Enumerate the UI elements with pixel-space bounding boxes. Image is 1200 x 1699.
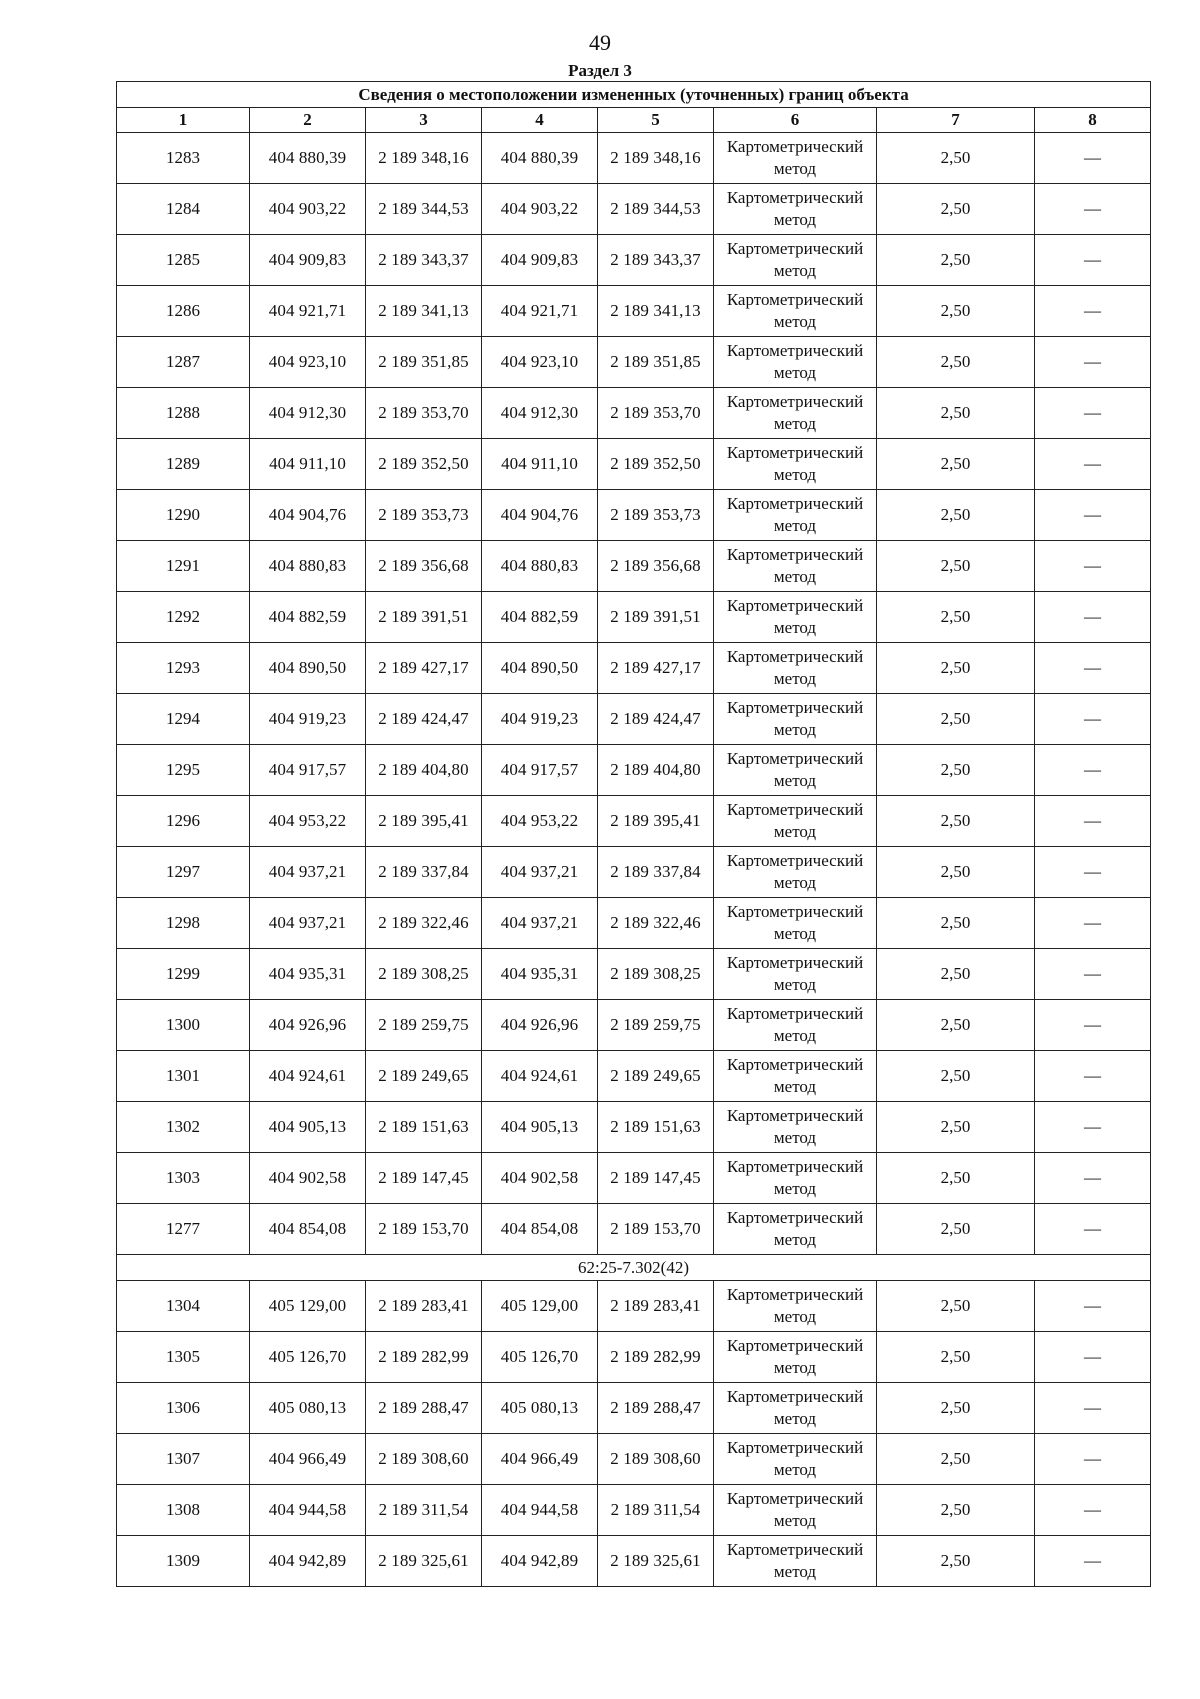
note-cell: — <box>1035 439 1151 490</box>
x-refined-cell: 404 923,10 <box>482 337 598 388</box>
x-refined-cell: 404 926,96 <box>482 1000 598 1051</box>
y-refined-cell: 2 189 288,47 <box>598 1383 714 1434</box>
note-cell: — <box>1035 1281 1151 1332</box>
table-row <box>117 643 1151 694</box>
x-existing-cell: 404 880,83 <box>250 541 366 592</box>
y-existing-cell: 2 189 153,70 <box>366 1204 482 1255</box>
note-cell: — <box>1035 1434 1151 1485</box>
method-cell: Картометрический метод <box>714 1383 877 1434</box>
y-existing-cell: 2 189 308,25 <box>366 949 482 1000</box>
method-cell: Картометрический метод <box>714 796 877 847</box>
y-refined-cell: 2 189 343,37 <box>598 235 714 286</box>
method-cell: Картометрический метод <box>714 1000 877 1051</box>
point-number-cell: 1300 <box>117 1000 250 1051</box>
x-existing-cell: 404 923,10 <box>250 337 366 388</box>
y-existing-cell: 2 189 353,73 <box>366 490 482 541</box>
method-cell: Картометрический метод <box>714 1051 877 1102</box>
point-number-cell: 1307 <box>117 1434 250 1485</box>
x-refined-cell: 404 912,30 <box>482 388 598 439</box>
note-cell: — <box>1035 184 1151 235</box>
y-refined-cell: 2 189 311,54 <box>598 1485 714 1536</box>
x-existing-cell: 404 909,83 <box>250 235 366 286</box>
x-refined-cell: 404 890,50 <box>482 643 598 694</box>
x-existing-cell: 404 924,61 <box>250 1051 366 1102</box>
method-cell: Картометрический метод <box>714 286 877 337</box>
method-cell: Картометрический метод <box>714 439 877 490</box>
table-row <box>117 133 1151 184</box>
point-number-cell: 1309 <box>117 1536 250 1587</box>
note-cell: — <box>1035 847 1151 898</box>
x-refined-cell: 404 942,89 <box>482 1536 598 1587</box>
point-number-cell: 1295 <box>117 745 250 796</box>
method-cell: Картометрический метод <box>714 235 877 286</box>
y-refined-cell: 2 189 353,70 <box>598 388 714 439</box>
y-refined-cell: 2 189 249,65 <box>598 1051 714 1102</box>
table-row <box>117 949 1151 1000</box>
y-existing-cell: 2 189 337,84 <box>366 847 482 898</box>
column-number-6: 6 <box>714 108 877 133</box>
y-existing-cell: 2 189 282,99 <box>366 1332 482 1383</box>
accuracy-cell: 2,50 <box>877 592 1035 643</box>
accuracy-cell: 2,50 <box>877 694 1035 745</box>
point-number-cell: 1299 <box>117 949 250 1000</box>
note-cell: — <box>1035 1536 1151 1587</box>
point-number-cell: 1293 <box>117 643 250 694</box>
x-existing-cell: 404 904,76 <box>250 490 366 541</box>
method-cell: Картометрический метод <box>714 898 877 949</box>
x-refined-cell: 404 903,22 <box>482 184 598 235</box>
accuracy-cell: 2,50 <box>877 490 1035 541</box>
x-existing-cell: 404 942,89 <box>250 1536 366 1587</box>
accuracy-cell: 2,50 <box>877 1000 1035 1051</box>
column-number-2: 2 <box>250 108 366 133</box>
x-existing-cell: 404 890,50 <box>250 643 366 694</box>
note-cell: — <box>1035 745 1151 796</box>
note-cell: — <box>1035 949 1151 1000</box>
y-refined-cell: 2 189 259,75 <box>598 1000 714 1051</box>
x-refined-cell: 404 909,83 <box>482 235 598 286</box>
point-number-cell: 1289 <box>117 439 250 490</box>
y-existing-cell: 2 189 356,68 <box>366 541 482 592</box>
note-cell: — <box>1035 337 1151 388</box>
point-number-cell: 1303 <box>117 1153 250 1204</box>
accuracy-cell: 2,50 <box>877 1281 1035 1332</box>
y-existing-cell: 2 189 322,46 <box>366 898 482 949</box>
column-number-row <box>117 108 1151 133</box>
y-refined-cell: 2 189 325,61 <box>598 1536 714 1587</box>
column-number-1: 1 <box>117 108 250 133</box>
point-number-cell: 1301 <box>117 1051 250 1102</box>
accuracy-cell: 2,50 <box>877 286 1035 337</box>
table-row <box>117 592 1151 643</box>
column-number-5: 5 <box>598 108 714 133</box>
x-refined-cell: 404 902,58 <box>482 1153 598 1204</box>
x-existing-cell: 404 911,10 <box>250 439 366 490</box>
accuracy-cell: 2,50 <box>877 1051 1035 1102</box>
x-refined-cell: 404 904,76 <box>482 490 598 541</box>
accuracy-cell: 2,50 <box>877 1485 1035 1536</box>
note-cell: — <box>1035 796 1151 847</box>
accuracy-cell: 2,50 <box>877 1102 1035 1153</box>
x-existing-cell: 404 882,59 <box>250 592 366 643</box>
x-refined-cell: 404 917,57 <box>482 745 598 796</box>
y-existing-cell: 2 189 427,17 <box>366 643 482 694</box>
x-refined-cell: 405 129,00 <box>482 1281 598 1332</box>
note-cell: — <box>1035 1485 1151 1536</box>
boundary-coordinates-table <box>116 81 1151 1587</box>
x-existing-cell: 404 902,58 <box>250 1153 366 1204</box>
group-label: 62:25-7.302(42) <box>117 1255 1151 1281</box>
y-refined-cell: 2 189 322,46 <box>598 898 714 949</box>
y-existing-cell: 2 189 308,60 <box>366 1434 482 1485</box>
table-row <box>117 1204 1151 1255</box>
method-cell: Картометрический метод <box>714 184 877 235</box>
table-row <box>117 1102 1151 1153</box>
table-row <box>117 1153 1151 1204</box>
accuracy-cell: 2,50 <box>877 898 1035 949</box>
y-refined-cell: 2 189 344,53 <box>598 184 714 235</box>
x-existing-cell: 404 926,96 <box>250 1000 366 1051</box>
note-cell: — <box>1035 1051 1151 1102</box>
point-number-cell: 1288 <box>117 388 250 439</box>
accuracy-cell: 2,50 <box>877 1536 1035 1587</box>
y-refined-cell: 2 189 424,47 <box>598 694 714 745</box>
accuracy-cell: 2,50 <box>877 745 1035 796</box>
accuracy-cell: 2,50 <box>877 1434 1035 1485</box>
y-refined-cell: 2 189 427,17 <box>598 643 714 694</box>
x-refined-cell: 404 966,49 <box>482 1434 598 1485</box>
y-existing-cell: 2 189 343,37 <box>366 235 482 286</box>
table-row <box>117 1281 1151 1332</box>
note-cell: — <box>1035 592 1151 643</box>
table-body <box>117 133 1151 1587</box>
note-cell: — <box>1035 898 1151 949</box>
section-title: Раздел 3 <box>568 61 632 80</box>
accuracy-cell: 2,50 <box>877 235 1035 286</box>
table-caption: Сведения о местоположении измененных (уточненных) границ объекта <box>117 82 1151 108</box>
table-row <box>117 286 1151 337</box>
x-existing-cell: 404 944,58 <box>250 1485 366 1536</box>
y-refined-cell: 2 189 395,41 <box>598 796 714 847</box>
point-number-cell: 1304 <box>117 1281 250 1332</box>
y-existing-cell: 2 189 344,53 <box>366 184 482 235</box>
y-existing-cell: 2 189 351,85 <box>366 337 482 388</box>
y-refined-cell: 2 189 337,84 <box>598 847 714 898</box>
note-cell: — <box>1035 1204 1151 1255</box>
table-row <box>117 184 1151 235</box>
y-refined-cell: 2 189 308,25 <box>598 949 714 1000</box>
x-existing-cell: 404 935,31 <box>250 949 366 1000</box>
y-refined-cell: 2 189 153,70 <box>598 1204 714 1255</box>
table-row <box>117 898 1151 949</box>
accuracy-cell: 2,50 <box>877 337 1035 388</box>
method-cell: Картометрический метод <box>714 745 877 796</box>
x-refined-cell: 404 921,71 <box>482 286 598 337</box>
column-number-7: 7 <box>877 108 1035 133</box>
x-refined-cell: 404 911,10 <box>482 439 598 490</box>
x-refined-cell: 404 953,22 <box>482 796 598 847</box>
method-cell: Картометрический метод <box>714 949 877 1000</box>
y-refined-cell: 2 189 151,63 <box>598 1102 714 1153</box>
x-existing-cell: 404 905,13 <box>250 1102 366 1153</box>
x-refined-cell: 405 126,70 <box>482 1332 598 1383</box>
x-existing-cell: 404 919,23 <box>250 694 366 745</box>
table-row <box>117 847 1151 898</box>
x-refined-cell: 404 905,13 <box>482 1102 598 1153</box>
y-refined-cell: 2 189 352,50 <box>598 439 714 490</box>
table-row <box>117 235 1151 286</box>
method-cell: Картометрический метод <box>714 1102 877 1153</box>
method-cell: Картометрический метод <box>714 1434 877 1485</box>
point-number-cell: 1290 <box>117 490 250 541</box>
table-row <box>117 490 1151 541</box>
note-cell: — <box>1035 1000 1151 1051</box>
note-cell: — <box>1035 694 1151 745</box>
method-cell: Картометрический метод <box>714 541 877 592</box>
table-row <box>117 1536 1151 1587</box>
accuracy-cell: 2,50 <box>877 133 1035 184</box>
x-existing-cell: 404 953,22 <box>250 796 366 847</box>
accuracy-cell: 2,50 <box>877 1153 1035 1204</box>
y-existing-cell: 2 189 395,41 <box>366 796 482 847</box>
note-cell: — <box>1035 541 1151 592</box>
y-refined-cell: 2 189 356,68 <box>598 541 714 592</box>
y-existing-cell: 2 189 147,45 <box>366 1153 482 1204</box>
x-existing-cell: 404 912,30 <box>250 388 366 439</box>
y-refined-cell: 2 189 282,99 <box>598 1332 714 1383</box>
table-row <box>117 337 1151 388</box>
x-existing-cell: 404 903,22 <box>250 184 366 235</box>
x-refined-cell: 404 935,31 <box>482 949 598 1000</box>
y-existing-cell: 2 189 249,65 <box>366 1051 482 1102</box>
method-cell: Картометрический метод <box>714 1332 877 1383</box>
note-cell: — <box>1035 1102 1151 1153</box>
y-existing-cell: 2 189 325,61 <box>366 1536 482 1587</box>
method-cell: Картометрический метод <box>714 388 877 439</box>
accuracy-cell: 2,50 <box>877 949 1035 1000</box>
point-number-cell: 1284 <box>117 184 250 235</box>
note-cell: — <box>1035 133 1151 184</box>
point-number-cell: 1308 <box>117 1485 250 1536</box>
x-refined-cell: 404 919,23 <box>482 694 598 745</box>
method-cell: Картометрический метод <box>714 133 877 184</box>
point-number-cell: 1297 <box>117 847 250 898</box>
y-existing-cell: 2 189 352,50 <box>366 439 482 490</box>
table-row <box>117 1434 1151 1485</box>
method-cell: Картометрический метод <box>714 337 877 388</box>
x-existing-cell: 404 937,21 <box>250 898 366 949</box>
method-cell: Картометрический метод <box>714 1281 877 1332</box>
note-cell: — <box>1035 490 1151 541</box>
y-existing-cell: 2 189 151,63 <box>366 1102 482 1153</box>
point-number-cell: 1302 <box>117 1102 250 1153</box>
point-number-cell: 1292 <box>117 592 250 643</box>
x-refined-cell: 404 880,83 <box>482 541 598 592</box>
accuracy-cell: 2,50 <box>877 1383 1035 1434</box>
note-cell: — <box>1035 1332 1151 1383</box>
table-row <box>117 694 1151 745</box>
point-number-cell: 1298 <box>117 898 250 949</box>
method-cell: Картометрический метод <box>714 1485 877 1536</box>
table-row <box>117 1000 1151 1051</box>
y-existing-cell: 2 189 341,13 <box>366 286 482 337</box>
x-existing-cell: 404 854,08 <box>250 1204 366 1255</box>
y-existing-cell: 2 189 283,41 <box>366 1281 482 1332</box>
y-existing-cell: 2 189 424,47 <box>366 694 482 745</box>
table-row <box>117 796 1151 847</box>
y-existing-cell: 2 189 259,75 <box>366 1000 482 1051</box>
point-number-cell: 1283 <box>117 133 250 184</box>
y-refined-cell: 2 189 404,80 <box>598 745 714 796</box>
note-cell: — <box>1035 643 1151 694</box>
table-row <box>117 439 1151 490</box>
table-row <box>117 1332 1151 1383</box>
x-refined-cell: 404 937,21 <box>482 847 598 898</box>
column-number-8: 8 <box>1035 108 1151 133</box>
x-refined-cell: 404 880,39 <box>482 133 598 184</box>
note-cell: — <box>1035 1383 1151 1434</box>
accuracy-cell: 2,50 <box>877 1332 1035 1383</box>
note-cell: — <box>1035 388 1151 439</box>
x-refined-cell: 404 924,61 <box>482 1051 598 1102</box>
method-cell: Картометрический метод <box>714 1153 877 1204</box>
point-number-cell: 1294 <box>117 694 250 745</box>
x-refined-cell: 404 854,08 <box>482 1204 598 1255</box>
accuracy-cell: 2,50 <box>877 796 1035 847</box>
method-cell: Картометрический метод <box>714 592 877 643</box>
point-number-cell: 1287 <box>117 337 250 388</box>
accuracy-cell: 2,50 <box>877 388 1035 439</box>
point-number-cell: 1285 <box>117 235 250 286</box>
method-cell: Картометрический метод <box>714 490 877 541</box>
note-cell: — <box>1035 235 1151 286</box>
table-row <box>117 1485 1151 1536</box>
x-refined-cell: 404 944,58 <box>482 1485 598 1536</box>
x-existing-cell: 405 129,00 <box>250 1281 366 1332</box>
method-cell: Картометрический метод <box>714 1536 877 1587</box>
accuracy-cell: 2,50 <box>877 184 1035 235</box>
table-row <box>117 1383 1151 1434</box>
x-refined-cell: 405 080,13 <box>482 1383 598 1434</box>
y-refined-cell: 2 189 353,73 <box>598 490 714 541</box>
accuracy-cell: 2,50 <box>877 643 1035 694</box>
table-row <box>117 541 1151 592</box>
y-existing-cell: 2 189 353,70 <box>366 388 482 439</box>
table-row <box>117 388 1151 439</box>
table-row <box>117 1051 1151 1102</box>
y-existing-cell: 2 189 288,47 <box>366 1383 482 1434</box>
column-number-3: 3 <box>366 108 482 133</box>
y-existing-cell: 2 189 348,16 <box>366 133 482 184</box>
method-cell: Картометрический метод <box>714 694 877 745</box>
y-existing-cell: 2 189 391,51 <box>366 592 482 643</box>
point-number-cell: 1286 <box>117 286 250 337</box>
accuracy-cell: 2,50 <box>877 439 1035 490</box>
y-existing-cell: 2 189 404,80 <box>366 745 482 796</box>
accuracy-cell: 2,50 <box>877 1204 1035 1255</box>
y-refined-cell: 2 189 391,51 <box>598 592 714 643</box>
point-number-cell: 1305 <box>117 1332 250 1383</box>
y-existing-cell: 2 189 311,54 <box>366 1485 482 1536</box>
point-number-cell: 1306 <box>117 1383 250 1434</box>
y-refined-cell: 2 189 283,41 <box>598 1281 714 1332</box>
x-existing-cell: 405 126,70 <box>250 1332 366 1383</box>
column-number-4: 4 <box>482 108 598 133</box>
x-existing-cell: 404 966,49 <box>250 1434 366 1485</box>
accuracy-cell: 2,50 <box>877 541 1035 592</box>
x-existing-cell: 404 880,39 <box>250 133 366 184</box>
note-cell: — <box>1035 286 1151 337</box>
y-refined-cell: 2 189 351,85 <box>598 337 714 388</box>
x-existing-cell: 404 917,57 <box>250 745 366 796</box>
note-cell: — <box>1035 1153 1151 1204</box>
y-refined-cell: 2 189 147,45 <box>598 1153 714 1204</box>
group-header-row <box>117 1255 1151 1281</box>
point-number-cell: 1296 <box>117 796 250 847</box>
method-cell: Картометрический метод <box>714 1204 877 1255</box>
y-refined-cell: 2 189 341,13 <box>598 286 714 337</box>
x-existing-cell: 404 921,71 <box>250 286 366 337</box>
point-number-cell: 1291 <box>117 541 250 592</box>
x-refined-cell: 404 937,21 <box>482 898 598 949</box>
accuracy-cell: 2,50 <box>877 847 1035 898</box>
method-cell: Картометрический метод <box>714 847 877 898</box>
page-number: 49 <box>589 30 611 55</box>
x-existing-cell: 405 080,13 <box>250 1383 366 1434</box>
x-existing-cell: 404 937,21 <box>250 847 366 898</box>
x-refined-cell: 404 882,59 <box>482 592 598 643</box>
table-row <box>117 745 1151 796</box>
y-refined-cell: 2 189 348,16 <box>598 133 714 184</box>
point-number-cell: 1277 <box>117 1204 250 1255</box>
method-cell: Картометрический метод <box>714 643 877 694</box>
y-refined-cell: 2 189 308,60 <box>598 1434 714 1485</box>
